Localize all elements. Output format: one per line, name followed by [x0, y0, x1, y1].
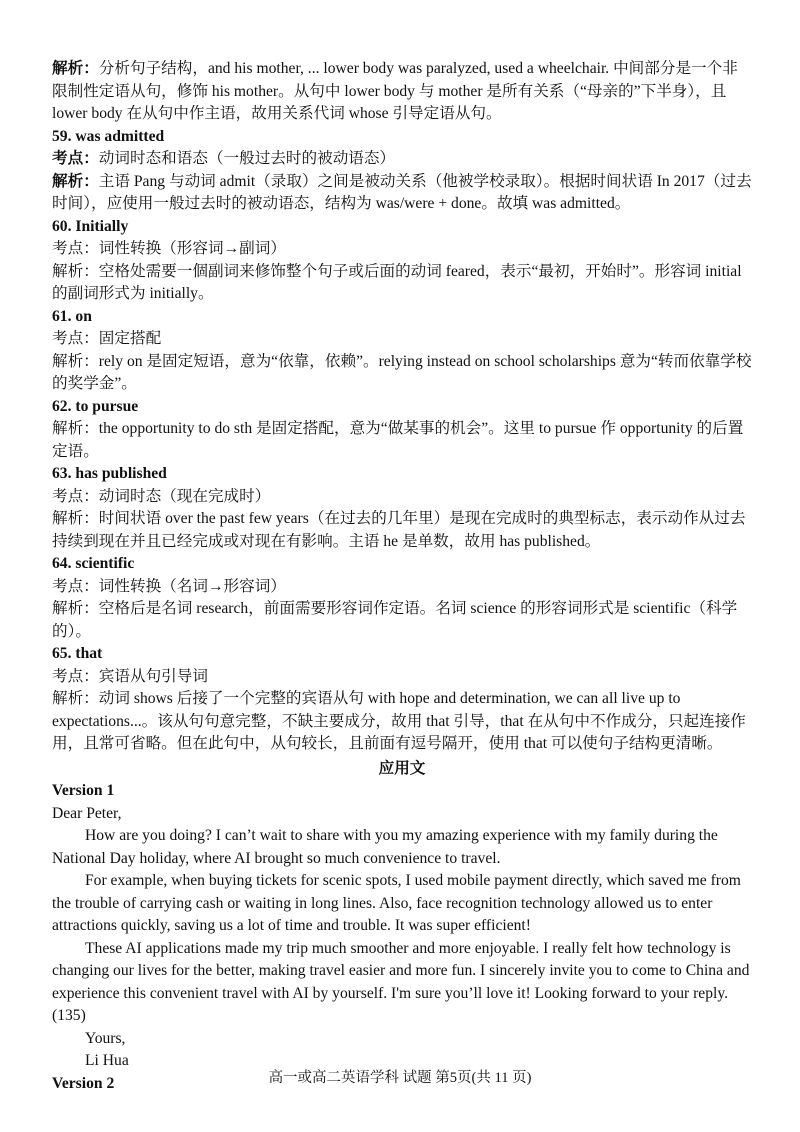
- item-analysis: [52, 508, 752, 553]
- point-label: 考点：: [52, 330, 99, 347]
- version-label: Version 1: [52, 782, 115, 799]
- analysis-label: 解析：: [52, 172, 99, 190]
- analysis-label: 解析：: [52, 690, 99, 707]
- point-text: 词性转换（形容词→副词）: [98, 240, 286, 257]
- analysis-label: 解析：: [52, 510, 99, 527]
- item-number: 60. Initially: [52, 217, 129, 235]
- item-analysis: [52, 351, 752, 396]
- version-2-label: Version 2: [52, 1074, 115, 1092]
- item-number: 64. scientific: [52, 555, 135, 572]
- point-label: 考点：: [52, 667, 99, 685]
- point-label: 考点：: [52, 150, 99, 167]
- item-number: 59. was admitted: [52, 127, 165, 145]
- item-number: 62. to pursue: [52, 397, 139, 415]
- item-analysis: [52, 598, 752, 643]
- letter-paragraph: These AI applications made my trip much smoother and more enjoyable. I really felt how technology is changing our lives for the better, making travel easier and more fun. I sincerely invite you to come to China and experience this convenient travel with AI by yourself. I'm sure you’ll love it! Looking forward to your reply. (135): [52, 939, 750, 1024]
- item-analysis: [52, 261, 752, 306]
- letter-paragraph: How are you doing? I can’t wait to share with you my amazing experience with my family during the National Day holiday, where AI brought so much convenience to travel.: [52, 827, 718, 867]
- point-label: 考点：: [52, 487, 99, 505]
- point-text: 动词时态和语态（一般过去时的被动语态）: [98, 150, 396, 167]
- analysis-label: 解析：: [52, 600, 99, 617]
- item-analysis: [52, 171, 752, 216]
- analysis-text: 分析句子结构，and his mother, ... lower body was paralyzed, used a wheelchair. 中间部分是一个非限制性定语从句，修饰 his mother。从句中 lower body 与 mother 是所有关系（“母亲的”下半身），且 lower body 在从句中作主语，故用关系代词 whose 引导定语从句。: [52, 60, 738, 122]
- intro-analysis: [52, 58, 752, 126]
- point-text: 词性转换（名词→形容词）: [98, 577, 286, 595]
- item-analysis: [52, 418, 752, 463]
- item-point: [52, 486, 752, 509]
- analysis-text: 空格后是名词 research，前面需要形容词作定语。名词 science 的形容词形式是 scientific（科学的）。: [52, 600, 738, 640]
- item-analysis: [52, 688, 752, 756]
- point-label: 考点：: [52, 577, 99, 595]
- analysis-label: 解析：: [52, 352, 99, 370]
- analysis-text: rely on 是固定短语，意为“依靠，依赖”。relying instead on school scholarships 意为“转而依靠学校的奖学金”。: [52, 352, 752, 392]
- item-point: [52, 238, 752, 261]
- letter-signature: Li Hua: [85, 1052, 129, 1069]
- item-point: [52, 148, 752, 171]
- letter-closing: Yours,: [85, 1029, 126, 1047]
- item-number: 65. that: [52, 645, 103, 662]
- analysis-label: 解析：: [52, 60, 99, 77]
- item-point: [52, 576, 752, 599]
- analysis-label: 解析：: [52, 420, 99, 437]
- section-title: 应用文: [378, 759, 426, 777]
- point-text: 动词时态（现在完成时）: [98, 487, 271, 505]
- point-text: 固定搭配: [98, 330, 162, 347]
- item-point: [52, 328, 752, 351]
- page-footer: 高一或高二英语学科 试题 第5页(共 11 页): [268, 1070, 532, 1086]
- point-text: 宾语从句引导词: [98, 667, 208, 685]
- analysis-label: 解析：: [52, 262, 99, 280]
- analysis-text: 时间状语 over the past few years（在过去的几年里）是现在完成时的典型标志，表示动作从过去持续到现在并且已经完成或对现在有影响。主语 he 是单数，故用 has published。: [52, 510, 746, 550]
- analysis-text: 空格处需要一個副词来修饰整个句子或后面的动词 feared，表示“最初，开始时”。形容词 initial 的副词形式为 initially。: [52, 262, 742, 302]
- letter-paragraph: For example, when buying tickets for scenic spots, I used mobile payment directly, which saved me from the trouble of carrying cash or waiting in long lines. Also, face recognition technology allowed us to enter attractions quickly, saving us a lot of time and trouble. It was super efficient!: [52, 872, 741, 934]
- page-content: [52, 58, 752, 1095]
- letter-salutation: Dear Peter,: [52, 804, 122, 822]
- analysis-text: 动词 shows 后接了一个完整的宾语从句 with hope and determination, we can all live up to expectations...。该从句句意完整，不缺主要成分，故用 that 引导，that 在从句中不作成分，只起连接作用，且常可省略。但在此句中，从句较长，且前面有逗号隔开，使用 that 可以使句子结构更清晰。: [52, 690, 746, 752]
- item-point: [52, 666, 752, 689]
- item-number: 63. has published: [52, 465, 167, 482]
- analysis-text: the opportunity to do sth 是固定搭配，意为“做某事的机会”。这里 to pursue 作 opportunity 的后置定语。: [52, 420, 744, 460]
- item-number: 61. on: [52, 307, 92, 325]
- point-label: 考点：: [52, 240, 99, 257]
- analysis-text: 主语 Pang 与动词 admit（录取）之间是被动关系（他被学校录取）。根据时间状语 In 2017（过去时间），应使用一般过去时的被动语态，结构为 was/were + done。故填 was admitted。: [52, 172, 752, 212]
